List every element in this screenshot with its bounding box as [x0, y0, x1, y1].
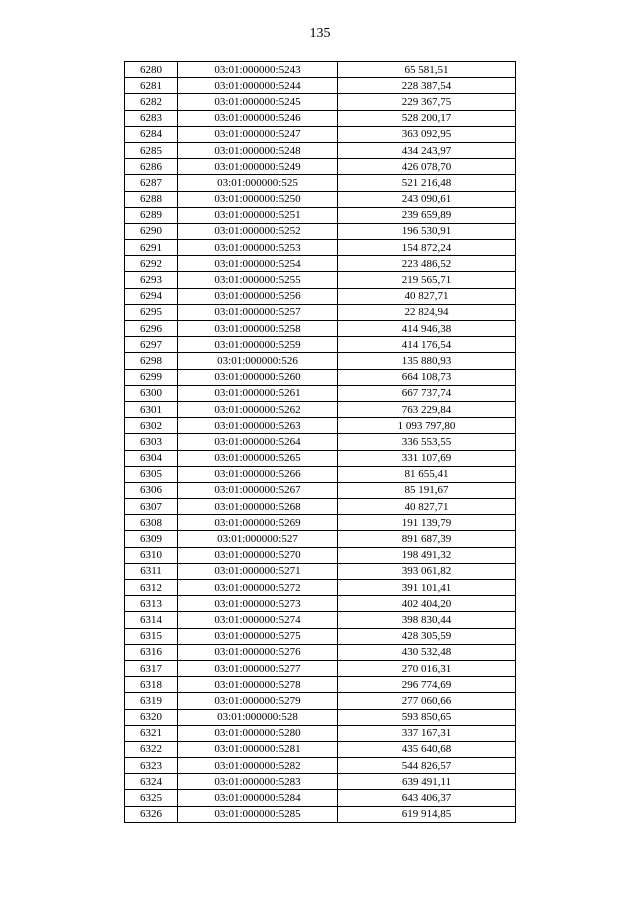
value-cell: 331 107,69 — [338, 450, 516, 466]
cadastral-number-cell: 03:01:000000:5245 — [178, 94, 338, 110]
cadastral-number-cell: 03:01:000000:5276 — [178, 644, 338, 660]
cadastral-number-cell: 03:01:000000:5284 — [178, 790, 338, 806]
value-cell: 243 090,61 — [338, 191, 516, 207]
cadastral-number-cell: 03:01:000000:5260 — [178, 369, 338, 385]
table-row — [125, 337, 516, 353]
cadastral-number-cell: 03:01:000000:5258 — [178, 321, 338, 337]
table-row — [125, 531, 516, 547]
row-number-cell: 6298 — [125, 353, 178, 369]
value-cell: 22 824,94 — [338, 304, 516, 320]
cadastral-number-cell: 03:01:000000:5250 — [178, 191, 338, 207]
table-row — [125, 644, 516, 660]
table-row — [125, 353, 516, 369]
row-number-cell: 6280 — [125, 62, 178, 78]
row-number-cell: 6293 — [125, 272, 178, 288]
table-row — [125, 547, 516, 563]
row-number-cell: 6306 — [125, 482, 178, 498]
value-cell: 643 406,37 — [338, 790, 516, 806]
value-cell: 639 491,11 — [338, 774, 516, 790]
row-number-cell: 6286 — [125, 159, 178, 175]
table-row — [125, 78, 516, 94]
table-row — [125, 369, 516, 385]
table-row — [125, 126, 516, 142]
cadastral-number-cell: 03:01:000000:5246 — [178, 110, 338, 126]
row-number-cell: 6299 — [125, 369, 178, 385]
cadastral-number-cell: 03:01:000000:528 — [178, 709, 338, 725]
cadastral-number-cell: 03:01:000000:5268 — [178, 499, 338, 515]
row-number-cell: 6308 — [125, 515, 178, 531]
row-number-cell: 6283 — [125, 110, 178, 126]
row-number-cell: 6284 — [125, 126, 178, 142]
cadastral-number-cell: 03:01:000000:5285 — [178, 806, 338, 822]
value-cell: 891 687,39 — [338, 531, 516, 547]
row-number-cell: 6296 — [125, 321, 178, 337]
value-cell: 40 827,71 — [338, 288, 516, 304]
cadastral-number-cell: 03:01:000000:5249 — [178, 159, 338, 175]
row-number-cell: 6326 — [125, 806, 178, 822]
value-cell: 337 167,31 — [338, 725, 516, 741]
value-cell: 434 243,97 — [338, 142, 516, 158]
cadastral-number-cell: 03:01:000000:5275 — [178, 628, 338, 644]
table-row — [125, 515, 516, 531]
table-row — [125, 385, 516, 401]
row-number-cell: 6311 — [125, 563, 178, 579]
value-cell: 228 387,54 — [338, 78, 516, 94]
table-row — [125, 321, 516, 337]
cadastral-number-cell: 03:01:000000:5243 — [178, 62, 338, 78]
table-row — [125, 466, 516, 482]
cadastral-number-cell: 03:01:000000:5261 — [178, 385, 338, 401]
value-cell: 593 850,65 — [338, 709, 516, 725]
value-cell: 270 016,31 — [338, 660, 516, 676]
value-cell: 428 305,59 — [338, 628, 516, 644]
table-row — [125, 693, 516, 709]
row-number-cell: 6297 — [125, 337, 178, 353]
row-number-cell: 6290 — [125, 223, 178, 239]
value-cell: 229 367,75 — [338, 94, 516, 110]
page-number: 135 — [309, 26, 331, 41]
row-number-cell: 6309 — [125, 531, 178, 547]
cadastral-number-cell: 03:01:000000:5282 — [178, 758, 338, 774]
table-row — [125, 110, 516, 126]
value-cell: 219 565,71 — [338, 272, 516, 288]
row-number-cell: 6319 — [125, 693, 178, 709]
table-row — [125, 207, 516, 223]
row-number-cell: 6281 — [125, 78, 178, 94]
table-row — [125, 596, 516, 612]
table-row — [125, 223, 516, 239]
value-cell: 398 830,44 — [338, 612, 516, 628]
cadastral-number-cell: 03:01:000000:5255 — [178, 272, 338, 288]
value-cell: 763 229,84 — [338, 401, 516, 417]
cadastral-number-cell: 03:01:000000:5278 — [178, 677, 338, 693]
cadastral-number-cell: 03:01:000000:5263 — [178, 418, 338, 434]
value-cell: 196 530,91 — [338, 223, 516, 239]
row-number-cell: 6304 — [125, 450, 178, 466]
value-cell: 1 093 797,80 — [338, 418, 516, 434]
table-row — [125, 482, 516, 498]
row-number-cell: 6289 — [125, 207, 178, 223]
cadastral-number-cell: 03:01:000000:5254 — [178, 256, 338, 272]
cadastral-number-cell: 03:01:000000:5279 — [178, 693, 338, 709]
table-row — [125, 62, 516, 78]
row-number-cell: 6318 — [125, 677, 178, 693]
value-cell: 277 060,66 — [338, 693, 516, 709]
value-cell: 619 914,85 — [338, 806, 516, 822]
cadastral-number-cell: 03:01:000000:5256 — [178, 288, 338, 304]
value-cell: 435 640,68 — [338, 741, 516, 757]
value-cell: 393 061,82 — [338, 563, 516, 579]
table-row — [125, 288, 516, 304]
table-row — [125, 660, 516, 676]
row-number-cell: 6302 — [125, 418, 178, 434]
value-cell: 544 826,57 — [338, 758, 516, 774]
cadastral-number-cell: 03:01:000000:5257 — [178, 304, 338, 320]
cadastral-number-cell: 03:01:000000:5267 — [178, 482, 338, 498]
table-row — [125, 612, 516, 628]
row-number-cell: 6295 — [125, 304, 178, 320]
cadastral-number-cell: 03:01:000000:5273 — [178, 596, 338, 612]
table-row — [125, 256, 516, 272]
value-cell: 664 108,73 — [338, 369, 516, 385]
cadastral-number-cell: 03:01:000000:526 — [178, 353, 338, 369]
value-cell: 40 827,71 — [338, 499, 516, 515]
cadastral-number-cell: 03:01:000000:5262 — [178, 401, 338, 417]
cadastral-number-cell: 03:01:000000:5269 — [178, 515, 338, 531]
row-number-cell: 6285 — [125, 142, 178, 158]
value-cell: 414 176,54 — [338, 337, 516, 353]
table-row — [125, 790, 516, 806]
cadastral-number-cell: 03:01:000000:5264 — [178, 434, 338, 450]
table-row — [125, 741, 516, 757]
cadastral-number-cell: 03:01:000000:5272 — [178, 580, 338, 596]
cadastral-number-cell: 03:01:000000:5283 — [178, 774, 338, 790]
table-body — [125, 62, 516, 823]
value-cell: 85 191,67 — [338, 482, 516, 498]
value-cell: 667 737,74 — [338, 385, 516, 401]
table-row — [125, 272, 516, 288]
value-cell: 426 078,70 — [338, 159, 516, 175]
cadastral-number-cell: 03:01:000000:5259 — [178, 337, 338, 353]
cadastral-number-cell: 03:01:000000:5247 — [178, 126, 338, 142]
row-number-cell: 6288 — [125, 191, 178, 207]
value-cell: 363 092,95 — [338, 126, 516, 142]
table-row — [125, 240, 516, 256]
table-row — [125, 434, 516, 450]
cadastral-number-cell: 03:01:000000:5248 — [178, 142, 338, 158]
table-row — [125, 774, 516, 790]
table-row — [125, 580, 516, 596]
cadastral-number-cell: 03:01:000000:5274 — [178, 612, 338, 628]
table-row — [125, 725, 516, 741]
value-cell: 81 655,41 — [338, 466, 516, 482]
row-number-cell: 6315 — [125, 628, 178, 644]
row-number-cell: 6305 — [125, 466, 178, 482]
data-table — [124, 61, 516, 823]
value-cell: 391 101,41 — [338, 580, 516, 596]
table-row — [125, 563, 516, 579]
table-row — [125, 677, 516, 693]
table-row — [125, 450, 516, 466]
row-number-cell: 6317 — [125, 660, 178, 676]
row-number-cell: 6322 — [125, 741, 178, 757]
table-row — [125, 758, 516, 774]
value-cell: 296 774,69 — [338, 677, 516, 693]
cadastral-number-cell: 03:01:000000:5251 — [178, 207, 338, 223]
row-number-cell: 6307 — [125, 499, 178, 515]
value-cell: 191 139,79 — [338, 515, 516, 531]
row-number-cell: 6287 — [125, 175, 178, 191]
value-cell: 402 404,20 — [338, 596, 516, 612]
value-cell: 239 659,89 — [338, 207, 516, 223]
row-number-cell: 6314 — [125, 612, 178, 628]
row-number-cell: 6301 — [125, 401, 178, 417]
row-number-cell: 6325 — [125, 790, 178, 806]
value-cell: 336 553,55 — [338, 434, 516, 450]
row-number-cell: 6323 — [125, 758, 178, 774]
table-row — [125, 142, 516, 158]
value-cell: 414 946,38 — [338, 321, 516, 337]
row-number-cell: 6321 — [125, 725, 178, 741]
value-cell: 223 486,52 — [338, 256, 516, 272]
table-row — [125, 806, 516, 822]
cadastral-number-cell: 03:01:000000:5281 — [178, 741, 338, 757]
value-cell: 521 216,48 — [338, 175, 516, 191]
cadastral-number-cell: 03:01:000000:527 — [178, 531, 338, 547]
row-number-cell: 6282 — [125, 94, 178, 110]
cadastral-number-cell: 03:01:000000:5277 — [178, 660, 338, 676]
cadastral-number-cell: 03:01:000000:5270 — [178, 547, 338, 563]
cadastral-number-cell: 03:01:000000:5280 — [178, 725, 338, 741]
value-cell: 528 200,17 — [338, 110, 516, 126]
row-number-cell: 6313 — [125, 596, 178, 612]
value-cell: 430 532,48 — [338, 644, 516, 660]
cadastral-number-cell: 03:01:000000:5252 — [178, 223, 338, 239]
table-row — [125, 94, 516, 110]
row-number-cell: 6294 — [125, 288, 178, 304]
table-row — [125, 709, 516, 725]
row-number-cell: 6324 — [125, 774, 178, 790]
table-row — [125, 499, 516, 515]
table-row — [125, 418, 516, 434]
row-number-cell: 6320 — [125, 709, 178, 725]
table-row — [125, 175, 516, 191]
row-number-cell: 6316 — [125, 644, 178, 660]
cadastral-number-cell: 03:01:000000:5244 — [178, 78, 338, 94]
row-number-cell: 6292 — [125, 256, 178, 272]
value-cell: 135 880,93 — [338, 353, 516, 369]
table-row — [125, 401, 516, 417]
table-row — [125, 628, 516, 644]
table-row — [125, 191, 516, 207]
row-number-cell: 6291 — [125, 240, 178, 256]
value-cell: 65 581,51 — [338, 62, 516, 78]
row-number-cell: 6300 — [125, 385, 178, 401]
table-row — [125, 304, 516, 320]
cadastral-number-cell: 03:01:000000:5266 — [178, 466, 338, 482]
cadastral-number-cell: 03:01:000000:525 — [178, 175, 338, 191]
value-cell: 198 491,32 — [338, 547, 516, 563]
cadastral-number-cell: 03:01:000000:5271 — [178, 563, 338, 579]
row-number-cell: 6303 — [125, 434, 178, 450]
cadastral-number-cell: 03:01:000000:5265 — [178, 450, 338, 466]
value-cell: 154 872,24 — [338, 240, 516, 256]
row-number-cell: 6310 — [125, 547, 178, 563]
row-number-cell: 6312 — [125, 580, 178, 596]
table-row — [125, 159, 516, 175]
cadastral-number-cell: 03:01:000000:5253 — [178, 240, 338, 256]
